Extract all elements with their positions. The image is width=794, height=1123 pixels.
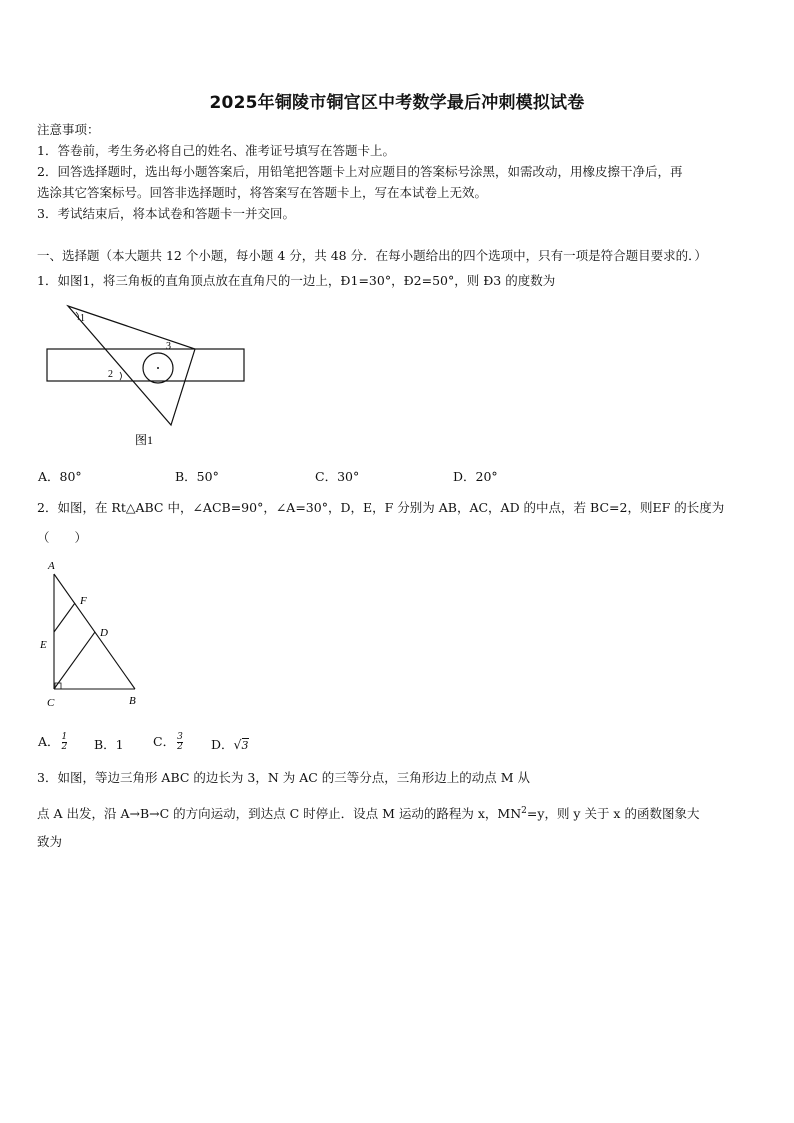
q2-option-d[interactable] [211, 735, 249, 753]
question-1-stem: 1．如图1，将三角板的直角顶点放在直角尺的一边上，Ð1=30°，Ð2=50°，则 Ð3 的度数为 [37, 273, 556, 288]
notice-item-3: 3．考试结束后，将本试卷和答题卡一并交回。 [37, 206, 295, 221]
section-heading: 一、选择题（本大题共 12 个小题，每小题 4 分，共 48 分．在每小题给出的四个选项中，只有一项是符合题目要求的．） [37, 248, 707, 263]
sqrt-radicand: 3 [241, 739, 249, 752]
figure-2-label-a: A [48, 560, 55, 572]
fraction-three-halves: $\frac{3}{2}$ [177, 732, 183, 752]
q2-option-c[interactable] [153, 732, 185, 752]
question-3-line-2-b: =y，则 y 关于 x 的函数图象大 [526, 806, 700, 822]
notice-item-2: 2．回答选择题时，选出每小题答案后，用铅笔把答题卡上对应题目的答案标号涂黑，如需改动，用橡皮擦干净后，再 [37, 164, 683, 179]
q2-option-b[interactable]: B．1 [94, 737, 124, 752]
figure-1-label-3: 3 [166, 341, 171, 352]
notice-item-2-cont: 选涂其它答案标号。回答非选择题时，将答案写在答题卡上，写在本试卷上无效。 [37, 185, 488, 200]
question-3-line-1: 3．如图，等边三角形 ABC 的边长为 3，N 为 AC 的三等分点，三角形边上的动点 M 从 [37, 770, 531, 785]
question-2-figure [38, 558, 153, 713]
q1-option-a[interactable]: A．80° [38, 469, 82, 484]
set-square-shape [68, 306, 195, 425]
figure-1-label-1: 1 [80, 313, 85, 324]
question-2-paren: （ ） [37, 530, 88, 545]
page-title: 2025年铜陵市铜官区中考数学最后冲刺模拟试卷 [209, 93, 585, 113]
figure-1-label-2: 2 [108, 369, 113, 380]
question-2-stem: 2．如图，在 Rt△ABC 中，∠ACB=90°，∠A=30°，D，E，F 分别为 AB，AC，AD 的中点，若 BC=2，则EF 的长度为 [37, 500, 725, 515]
figure-2-label-c: C [47, 697, 55, 709]
q2-option-d-label: D． [211, 737, 234, 752]
superscript-2: 2 [521, 806, 527, 816]
figure-1-caption: 图1 [135, 433, 154, 447]
question-3-line-3: 致为 [37, 834, 63, 849]
notice-item-1: 1．答卷前，考生务必将自己的姓名、准考证号填写在答题卡上。 [37, 143, 395, 158]
q2-option-c-label: C． [153, 734, 176, 749]
notice-heading: 注意事项： [37, 122, 100, 137]
figure-2-label-f: F [80, 595, 87, 607]
q1-option-c[interactable]: C．30° [315, 469, 360, 484]
center-dot [157, 367, 159, 369]
figure-2-label-e: E [40, 639, 47, 651]
figure-2-label-b: B [129, 695, 136, 707]
figure-2-label-d: D [100, 627, 108, 639]
q2-option-a[interactable] [38, 732, 69, 752]
q1-option-d[interactable]: D．20° [453, 469, 498, 484]
sqrt-icon: √ [233, 737, 242, 752]
q1-option-b[interactable]: B．50° [175, 469, 219, 484]
question-3-line-2-a: 点 A 出发，沿 A→B→C 的方向运动，到达点 C 时停止．设点 M 运动的路程为 x，MN [37, 806, 522, 822]
question-1-figure [40, 300, 250, 450]
question-3-line-2 [37, 803, 699, 822]
q2-option-a-label: A． [38, 734, 60, 749]
fraction-one-half: $\frac{1}{2}$ [61, 732, 68, 752]
